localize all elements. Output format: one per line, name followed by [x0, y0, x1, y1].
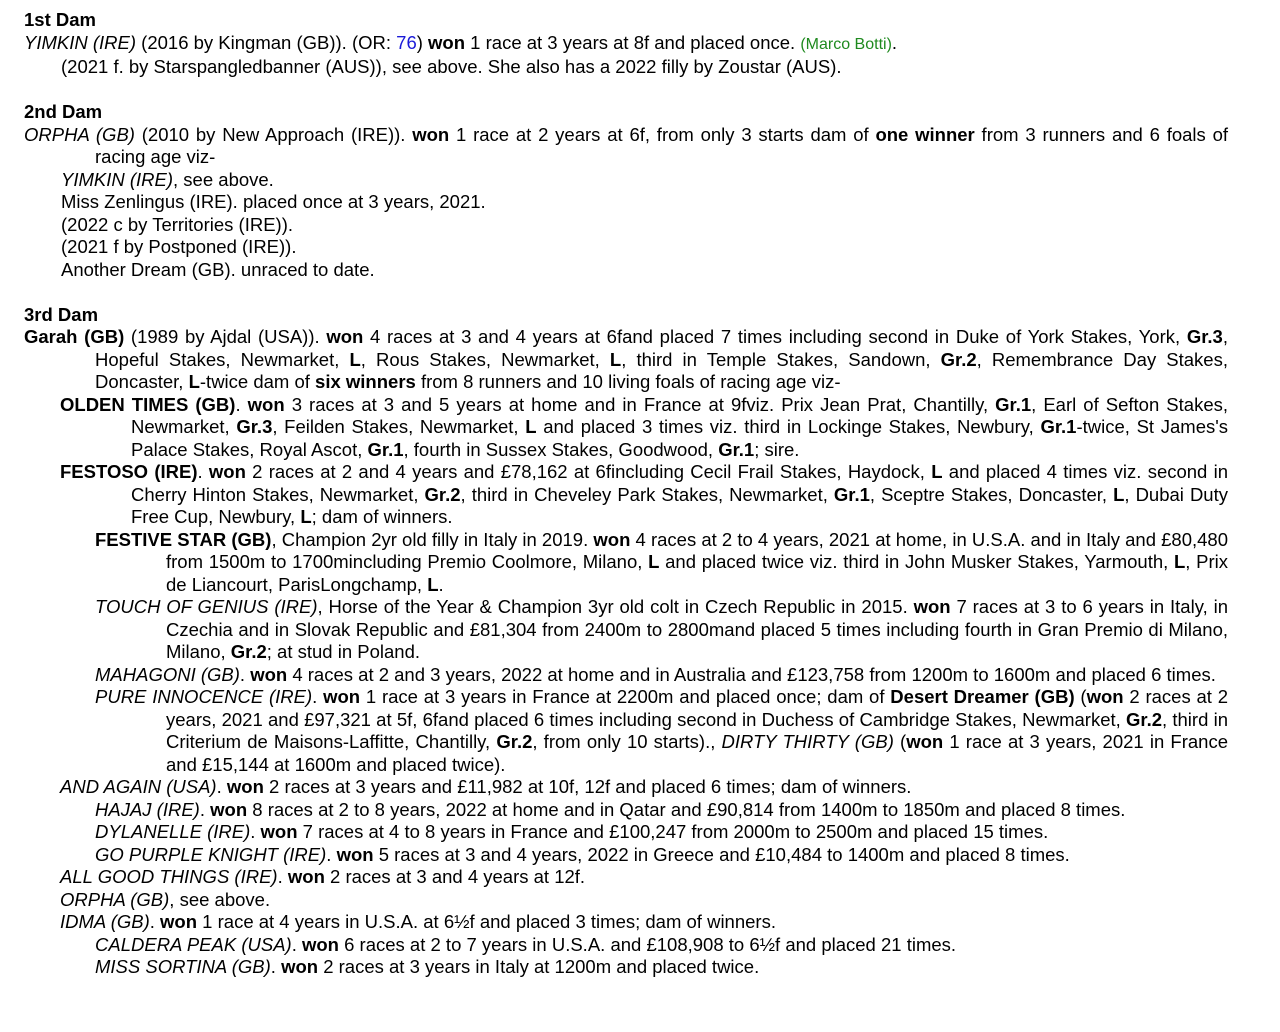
- horse-name: HAJAJ (IRE): [95, 798, 200, 820]
- produce-entry: IDMA (GB). won 1 race at 4 years in U.S.A. at 6½f and placed 3 times; dam of winners.: [60, 911, 776, 932]
- horse-name: CALDERA PEAK (USA): [95, 933, 292, 955]
- horse-name: MAHAGONI (GB): [95, 663, 240, 685]
- official-rating: 76: [396, 31, 417, 53]
- horse-name: AND AGAIN (USA): [60, 776, 217, 797]
- trainer-name: (Marco Botti): [800, 35, 892, 53]
- first-dam-entry: YIMKIN (IRE) (2016 by Kingman (GB)). (OR: 76) won 1 race at 3 years at 8f and placed once. (Marco Botti).: [24, 31, 898, 53]
- produce-entry: ORPHA (GB), see above.: [60, 888, 271, 910]
- produce-entry: CALDERA PEAK (USA). won 6 races at 2 to 7 years in U.S.A. and £108,908 to 6½f and placed 21 times.: [95, 933, 957, 955]
- horse-name: OLDEN TIMES (GB): [60, 393, 236, 415]
- produce-entry: AND AGAIN (USA). won 2 races at 3 years and £11,982 at 10f, 12f and placed 6 times; dam of winners.: [60, 776, 912, 797]
- third-dam-entry: Garah (GB) (1989 by Ajdal (USA)). won 4 races at 3 and 4 years at 6fand placed 7 times including second in Duke of York Stakes, York, Gr.3, Hopeful Stakes, Newmarket, L, Rous Stakes, Newmarket, L, third in Temple Stakes, Sandown, Gr.2, Remembrance Day Stakes, Doncaster, L-twice dam of six winners from 8 runners and 10 living foals of racing age viz-: [24, 326, 1228, 392]
- winner-name: Desert Dreamer (GB): [890, 686, 1075, 707]
- horse-name: GO PURPLE KNIGHT (IRE): [95, 843, 327, 865]
- produce-item: (2021 f by Postponed (IRE)).: [61, 236, 297, 257]
- produce-entry: ALL GOOD THINGS (IRE). won 2 races at 3 and 4 years at 12f.: [60, 866, 586, 887]
- horse-name: TOUCH OF GENIUS (IRE): [95, 596, 318, 617]
- produce-entry: HAJAJ (IRE). won 8 races at 2 to 8 years, 2022 at home and in Qatar and £90,814 from 1400m to 1850m and placed 8 times.: [95, 798, 1126, 820]
- produce-entry: MISS SORTINA (GB). won 2 races at 3 years in Italy at 1200m and placed twice.: [95, 956, 760, 977]
- horse-name: FESTIVE STAR (GB): [95, 528, 272, 550]
- produce-entry: PURE INNOCENCE (IRE). won 1 race at 3 years in France at 2200m and placed once; dam of Desert Dreamer (GB) (won 2 races at 2 years, 2021 and £97,321 at 5f, 6fand placed 6 times including second in Duchess of Cambridge Stakes, Newmarket, Gr.2, third in Criterium de Maisons-Laffitte, Chantilly, Gr.2, from only 10 starts)., DIRTY THIRTY (GB) (won 1 race at 3 years, 2021 in France and £15,144 at 1600m and placed twice).: [95, 686, 1229, 775]
- horse-name: ORPHA (GB): [24, 123, 135, 145]
- produce-entry: TOUCH OF GENIUS (IRE), Horse of the Year & Champion 3yr old colt in Czech Republic in 2015. won 7 races at 3 to 6 years in Italy, in Czechia and in Slovak Republic and £81,304 from 2400m to 2800mand placed 5 times including fourth in Gran Premio di Milano, Milano, Gr.2; at stud in Poland.: [95, 596, 1228, 662]
- horse-name: IDMA (GB): [60, 911, 150, 932]
- second-dam-heading: 2nd Dam: [24, 101, 103, 122]
- horse-name: MISS SORTINA (GB): [95, 956, 271, 977]
- produce-entry: MAHAGONI (GB). won 4 races at 2 and 3 years, 2022 at home and in Australia and £123,758 from 1200m to 1600m and placed 6 times.: [95, 663, 1216, 685]
- horse-name: PURE INNOCENCE (IRE): [95, 686, 313, 707]
- horse-name: FESTOSO (IRE): [60, 461, 198, 482]
- produce-item: Another Dream (GB). unraced to date.: [61, 258, 375, 280]
- horse-name: YIMKIN (IRE): [24, 31, 137, 53]
- produce-item: Miss Zenlingus (IRE). placed once at 3 years, 2021.: [61, 191, 486, 212]
- produce-entry: FESTOSO (IRE). won 2 races at 2 and 4 years and £78,162 at 6fincluding Cecil Frail Stakes, Haydock, L and placed 4 times viz. second in Cherry Hinton Stakes, Newmarket, Gr.2, third in Cheveley Park Stakes, Newmarket, Gr.1, Sceptre Stakes, Doncaster, L, Dubai Duty Free Cup, Newbury, L; dam of winners.: [60, 461, 1229, 527]
- third-dam-heading: 3rd Dam: [24, 303, 99, 325]
- horse-name: DIRTY THIRTY (GB): [721, 731, 894, 752]
- horse-name: ALL GOOD THINGS (IRE): [60, 866, 278, 887]
- first-dam-foal: (2021 f. by Starspangledbanner (AUS)), see above. She also has a 2022 filly by Zoustar (AUS).: [61, 56, 842, 77]
- produce-item: (2022 c by Territories (IRE)).: [61, 213, 293, 235]
- second-dam-entry: ORPHA (GB) (2010 by New Approach (IRE)). won 1 race at 2 years at 6f, from only 3 starts dam of one winner from 3 runners and 6 foals of racing age viz-: [24, 123, 1229, 167]
- produce-entry: GO PURPLE KNIGHT (IRE). won 5 races at 3 and 4 years, 2022 in Greece and £10,484 to 1400m and placed 8 times.: [95, 843, 1070, 865]
- horse-name: ORPHA (GB): [60, 888, 170, 910]
- first-dam-heading: 1st Dam: [24, 9, 96, 30]
- horse-name: Garah (GB): [24, 326, 125, 347]
- horse-name: DYLANELLE (IRE): [95, 821, 251, 842]
- produce-entry: DYLANELLE (IRE). won 7 races at 4 to 8 years in France and £100,247 from 2000m to 2500m and placed 15 times.: [95, 821, 1049, 842]
- produce-entry: FESTIVE STAR (GB), Champion 2yr old filly in Italy in 2019. won 4 races at 2 to 4 years, 2021 at home, in U.S.A. and in Italy and £80,480 from 1500m to 1700mincluding Premio Coolmore, Milano, L and placed twice viz. third in John Musker Stakes, Yarmouth, L, Prix de Liancourt, ParisLongchamp, L.: [95, 528, 1229, 595]
- produce-entry: OLDEN TIMES (GB). won 3 races at 3 and 5 years at home and in France at 9fviz. Prix Jean Prat, Chantilly, Gr.1, Earl of Sefton Stakes, Newmarket, Gr.3, Feilden Stakes, Newmarket, L and placed 3 times viz. third in Lockinge Stakes, Newbury, Gr.1-twice, St James's Palace Stakes, Royal Ascot, Gr.1, fourth in Sussex Stakes, Goodwood, Gr.1; sire.: [60, 393, 1229, 460]
- produce-item: YIMKIN (IRE), see above.: [61, 168, 274, 190]
